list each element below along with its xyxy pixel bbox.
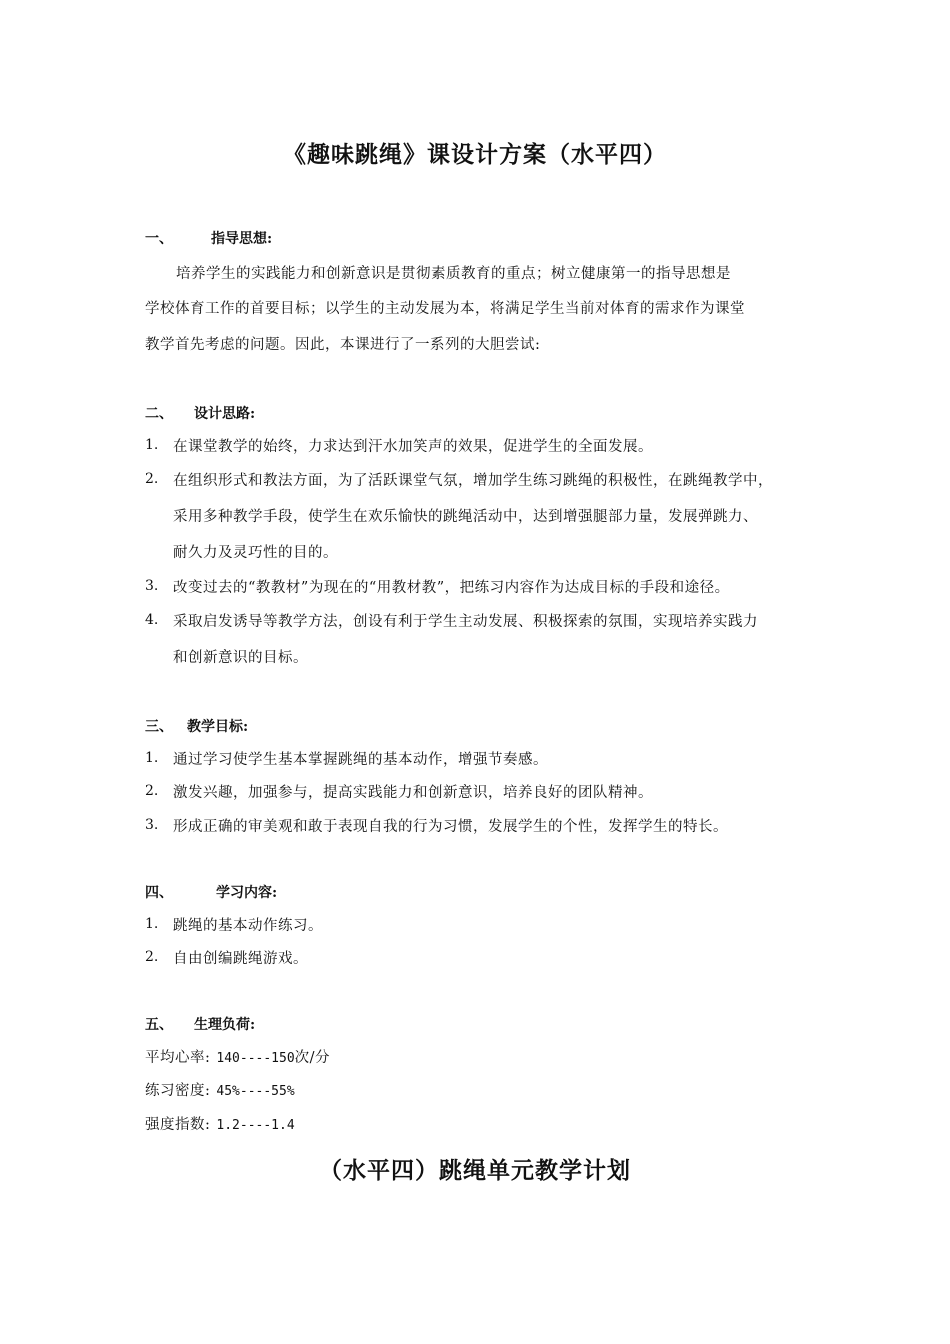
load-row-intensity bbox=[145, 1113, 295, 1134]
load-row-density bbox=[145, 1079, 295, 1100]
list-item-line: 和创新意识的目标。 bbox=[173, 650, 308, 666]
section-4-number: 四、 bbox=[145, 885, 173, 901]
list-item-line: 跳绳的基本动作练习。 bbox=[173, 918, 323, 934]
list-number: 1. bbox=[145, 437, 159, 453]
section-1-heading: 指导思想: bbox=[211, 231, 273, 247]
list-item-line: 通过学习使学生基本掌握跳绳的基本动作，增强节奏感。 bbox=[173, 752, 548, 768]
section-1-para-line: 学校体育工作的首要目标；以学生的主动发展为本，将满足学生当前对体育的需求作为课堂 bbox=[145, 301, 745, 317]
list-item-line: 自由创编跳绳游戏。 bbox=[173, 951, 308, 967]
load-value: 140----150 bbox=[216, 1051, 295, 1066]
load-value: 1.2----1.4 bbox=[216, 1118, 295, 1133]
load-label: 练习密度: bbox=[145, 1083, 211, 1099]
section-5-number: 五、 bbox=[145, 1017, 173, 1033]
list-number: 3. bbox=[145, 578, 159, 594]
list-item-line: 在课堂教学的始终，力求达到汗水加笑声的效果，促进学生的全面发展。 bbox=[173, 439, 653, 455]
load-label: 平均心率: bbox=[145, 1050, 211, 1066]
section-1-para-line: 教学首先考虑的问题。因此，本课进行了一系列的大胆尝试: bbox=[145, 337, 541, 353]
list-item-line: 采用多种教学手段，使学生在欢乐愉快的跳绳活动中，达到增强腿部力量，发展弹跳力、 bbox=[173, 509, 758, 525]
section-2-heading: 设计思路: bbox=[194, 406, 256, 422]
section-4-heading: 学习内容: bbox=[216, 885, 278, 901]
list-item-line: 在组织形式和教法方面，为了活跃课堂气氛，增加学生练习跳绳的积极性，在跳绳教学中， bbox=[173, 473, 773, 489]
list-number: 1. bbox=[145, 916, 159, 932]
section-2-number: 二、 bbox=[145, 406, 173, 422]
list-item-line: 改变过去的“教教材”为现在的“用教材教”，把练习内容作为达成目标的手段和途径。 bbox=[173, 580, 730, 596]
document-title: 《趣味跳绳》课设计方案（水平四） bbox=[283, 141, 667, 168]
load-unit: 次/分 bbox=[294, 1050, 331, 1066]
list-number: 4. bbox=[145, 612, 159, 628]
section-1-para-line: 培养学生的实践能力和创新意识是贯彻素质教育的重点；树立健康第一的指导思想是 bbox=[176, 266, 731, 282]
load-label: 强度指数: bbox=[145, 1117, 211, 1133]
section-5-heading: 生理负荷: bbox=[194, 1017, 256, 1033]
list-item-line: 形成正确的审美观和敢于表现自我的行为习惯，发展学生的个性，发挥学生的特长。 bbox=[173, 819, 728, 835]
load-value: 45%----55% bbox=[216, 1084, 295, 1099]
list-number: 2. bbox=[145, 471, 159, 487]
unit-plan-title: （水平四）跳绳单元教学计划 bbox=[319, 1157, 631, 1184]
load-row-heart-rate bbox=[145, 1046, 330, 1067]
list-item-line: 采取启发诱导等教学方法，创设有利于学生主动发展、积极探索的氛围，实现培养实践力 bbox=[173, 614, 758, 630]
list-item-line: 耐久力及灵巧性的目的。 bbox=[173, 545, 338, 561]
section-3-heading: 教学目标: bbox=[187, 719, 249, 735]
list-number: 2. bbox=[145, 783, 159, 799]
list-number: 3. bbox=[145, 817, 159, 833]
list-item-line: 激发兴趣，加强参与，提高实践能力和创新意识，培养良好的团队精神。 bbox=[173, 785, 653, 801]
list-number: 2. bbox=[145, 949, 159, 965]
list-number: 1. bbox=[145, 750, 159, 766]
section-3-number: 三、 bbox=[145, 719, 173, 735]
section-1-number: 一、 bbox=[145, 231, 173, 247]
